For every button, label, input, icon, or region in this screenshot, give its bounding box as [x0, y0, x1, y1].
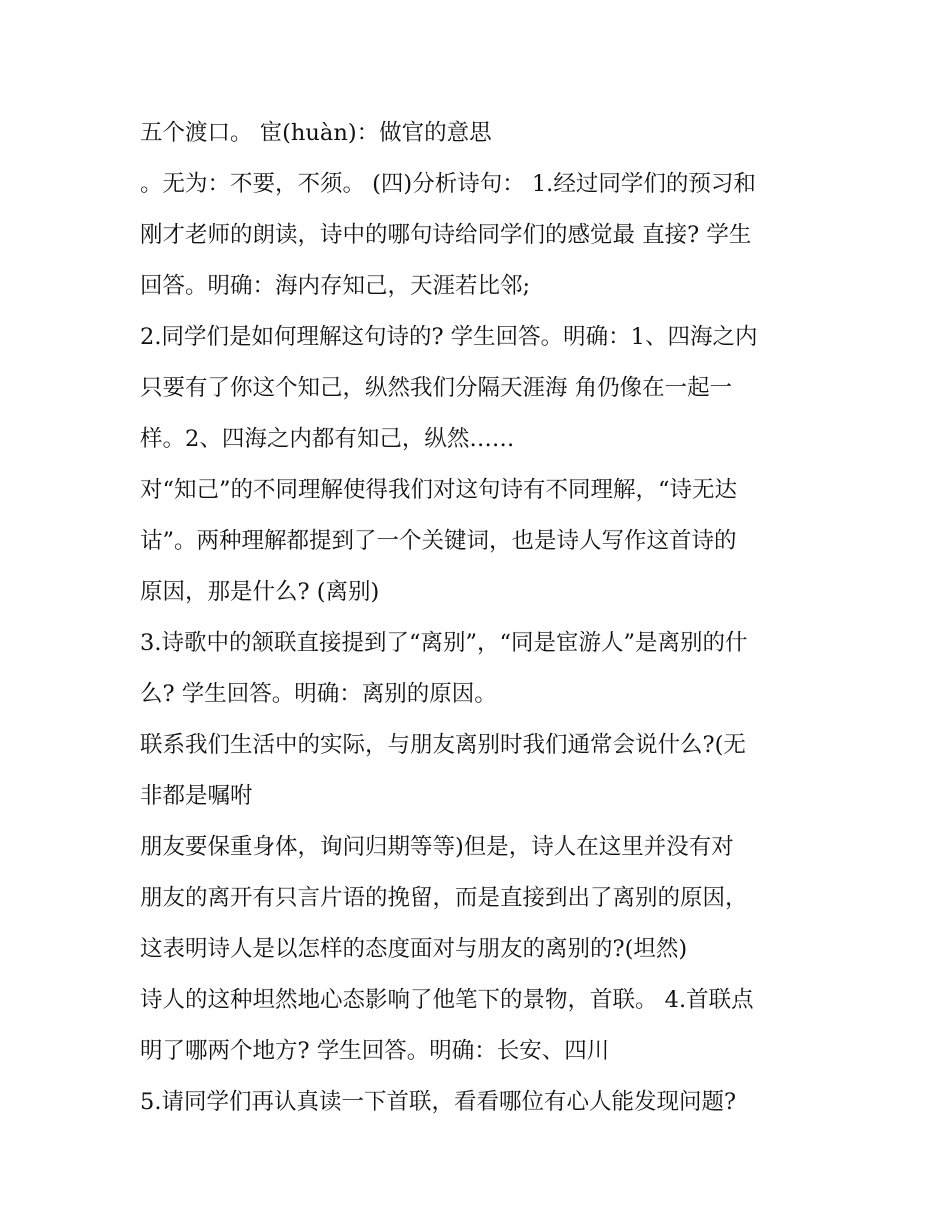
text-line-8: 对“知己”的不同理解使得我们对这句诗有不同理解，“诗无达 [140, 477, 738, 503]
text-line-17: 这表明诗人是以怎样的态度面对与朋友的离别的?(坦然) [140, 936, 688, 962]
text-line-11: 3.诗歌中的颔联直接提到了“离别”，“同是宦游人”是离别的什 [140, 630, 748, 656]
body-text [140, 108, 820, 1128]
text-line-9: 诂”。两种理解都提到了一个关键词，也是诗人写作这首诗的 [140, 528, 737, 554]
text-line-1: 五个渡口。 宦(huàn)：做官的意思 [140, 120, 492, 146]
text-line-2: 。无为：不要，不须。 (四)分析诗句： 1.经过同学们的预习和 [140, 171, 756, 197]
text-line-14: 非都是嘱咐 [140, 783, 253, 809]
text-line-16: 朋友的离开有只言片语的挽留，而是直接到出了离别的原因， [140, 885, 748, 911]
text-line-4: 回答。明确：海内存知己，天涯若比邻; [140, 273, 531, 299]
text-line-13: 联系我们生活中的实际，与朋友离别时我们通常会说什么?(无 [140, 732, 746, 758]
text-line-18: 诗人的这种坦然地心态影响了他笔下的景物，首联。 4.首联点 [140, 987, 754, 1013]
text-line-7: 样。2、四海之内都有知己，纵然…… [140, 426, 515, 452]
text-line-19: 明了哪两个地方? 学生回答。明确：长安、四川 [140, 1038, 610, 1064]
text-line-20: 5.请同学们再认真读一下首联，看看哪位有心人能发现问题? [140, 1089, 737, 1115]
text-line-6: 只要有了你这个知己，纵然我们分隔天涯海 角仍像在一起一 [140, 375, 733, 401]
text-line-5: 2.同学们是如何理解这句诗的? 学生回答。明确：1、四海之内 [140, 324, 758, 350]
text-line-3: 刚才老师的朗读，诗中的哪句诗给同学们的感觉最 直接? 学生 [140, 222, 752, 248]
text-line-10: 原因，那是什么? (离别) [140, 579, 380, 605]
text-line-15: 朋友要保重身体，询问归期等等)但是，诗人在这里并没有对 [140, 834, 734, 860]
text-line-12: 么? 学生回答。明确：离别的原因。 [140, 681, 497, 707]
